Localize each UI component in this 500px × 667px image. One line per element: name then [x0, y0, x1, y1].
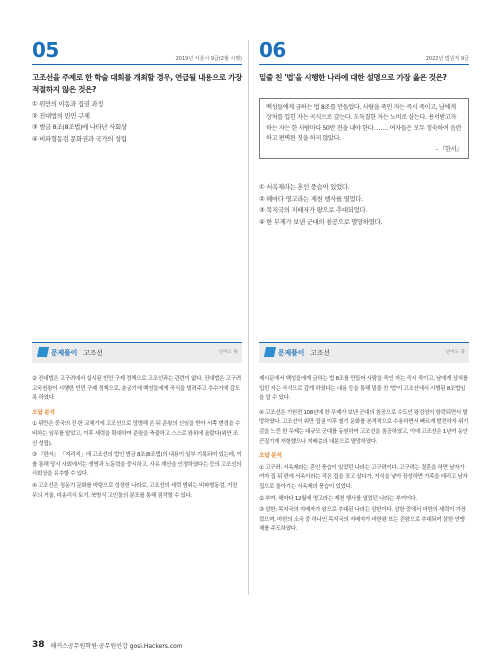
analysis-item: ③ 『한서』 「지리지」에 고조선의 법인 범금 8조(8조법)의 내용이 일부 기록되어 있는데, 이를 통해 당시 사회에서는 생명과 노동력을 중시하고, 사유 재산을 인정하였다는 등의 고조선의 사회상을 유추할 수 있다. [32, 452, 242, 478]
question-text: 밑줄 친 '법'을 시행한 나라에 대한 설명으로 가장 옳은 것은? [259, 73, 447, 82]
explanation-label: 문제풀이 [51, 349, 78, 357]
explanation-label: 문제풀이 [278, 349, 305, 357]
pencil-icon [37, 347, 49, 357]
option-2[interactable]: ② 진대법의 빈민 구제 [32, 111, 90, 120]
question-number: 05 [32, 38, 59, 62]
option-2[interactable]: ② 해마다 영고라는 제천 행사를 열었다. [259, 194, 363, 203]
analysis-title: 오답 분석 [32, 409, 55, 416]
answer-text: ② 진대법은 고구려에서 실시된 빈민 구제 정책으로 고조선과는 관련이 없다. 진대법은 고구려 고국천왕이 시행한 빈민 구제 정책으로, 춘궁기에 백성들에게 곡식을 빌려주고 추수기에 갚도록 하였다. [32, 376, 241, 402]
explanation-body [32, 375, 242, 503]
analysis-item: ① 위만은 중국의 진·한 교체기에 고조선으로 망명해 온 뒤 준왕의 신임을 받아 서쪽 변경을 수비하는 임무를 맡았고, 이후 세력을 확대하여 준왕을 축출하고 스스로 왕위에 올랐다(위만 조선 성립). [32, 421, 241, 447]
answer-text: ④ 고조선은 기원전 108년에 한 무제가 보낸 군대의 침공으로 수도인 왕검성이 함락되면서 멸망하였다. 고조선이 위만 집권 이후 철기 문화를 본격적으로 수용하면서 빠르게 발전하자 위기감을 느낀 한 무제는 대규모 군대를 동원하여 고조선을 침공하였고, 이에 고조선은 1년여 동안 끈질기게 저항했으나 지배층의 내분으로 멸망하였다. [259, 409, 469, 445]
option-1[interactable]: ① 위만의 이동과 집권 과정 [32, 100, 104, 108]
explanation-bar [259, 342, 469, 363]
explanation-bar [32, 342, 242, 363]
explanation-topic: 고조선 [83, 349, 103, 357]
analysis-title: 오답 분석 [259, 453, 282, 460]
source-box [259, 98, 469, 159]
page-number: 38 [32, 640, 45, 650]
analysis-item: ③ 삼한: 목지국의 지배자가 왕으로 추대된 나라는 삼한이다. 삼한 중에서 마한의 세력이 가장 컸으며, 마한의 소국 중 하나인 목지국의 지배자가 마한왕 또는 진왕으로 추대되어 삼한 연맹체를 주도하였다. [259, 507, 466, 533]
intro-text: 제시문에서 백성들에게 금하는 법 8조를 만들어 사람을 죽인 자는 즉시 죽이고, 남에게 상처를 입힌 자는 곡식으로 갚게 하였다는 내용 등을 통해 밑줄 친 '법'이 고조선에서 시행된 8조법임을 알 수 있다. [259, 376, 468, 402]
page-footer [32, 640, 183, 650]
explanation-topic: 고조선 [310, 349, 330, 357]
question-number: 06 [259, 38, 286, 62]
option-4[interactable]: ④ 한 무제가 보낸 군대의 침공으로 멸망하였다. [259, 217, 383, 226]
option-3[interactable]: ③ 범금 8조(8조법)에 나타난 사회상 [32, 123, 127, 131]
source-quote: 백성들에게 금하는 법 8조를 만들었다. 사람을 죽인 자는 즉시 죽이고, 남에게 상처를 입힌 자는 곡식으로 갚는다. 도둑질한 자는 노비로 삼는다. 용서받고자 하는 자는 한 사람마다 50만 전을 내야 한다. …… 여자들은 모두 정숙하여 음란하고 편벽된 짓을 하지 않았다. [266, 104, 462, 143]
question-source: 2019년 서울시 9급(2월 시행) [175, 56, 242, 62]
question-header [259, 38, 469, 65]
source-citation: - 『한서』 [435, 145, 462, 153]
analysis-item: ④ 고조선은 청동기 문화를 바탕으로 성장한 나라로, 고조선의 세력 범위는 비파형동검, 거친무늬 거울, 미송리식 토기, 북방식 고인돌의 분포를 통해 짐작할 수 있다. [32, 482, 238, 499]
pencil-icon [264, 347, 276, 357]
analysis-item: ① 고구려: 서옥제라는 혼인 풍습이 있었던 나라는 고구려이다. 고구려는 결혼을 하면 남자가 여자 집 뒤 편에 서옥이라는 작은 집을 짓고 살다가, 자식을 낳아 장성하면 가족을 데리고 남자 집으로 돌아가는 서옥제의 풍습이 있었다. [259, 464, 468, 490]
option-3[interactable]: ③ 목지국의 지배자가 왕으로 추대되었다. [259, 206, 368, 214]
option-1[interactable]: ① 서옥제라는 혼인 풍습이 있었다. [259, 183, 350, 191]
options-list [32, 99, 242, 145]
difficulty-badge: 난이도 하 [218, 350, 238, 355]
question-source: 2022년 법원직 9급 [425, 56, 469, 62]
footer-text: 해커스공무원학원·공무원인강 gosi.Hackers.com [50, 642, 183, 650]
column-divider [248, 40, 249, 595]
question-header [32, 38, 242, 65]
explanation-body [259, 375, 469, 537]
analysis-item: ② 부여: 해마다 12월에 영고라는 제천 행사를 열었던 나라는 부여이다. [259, 495, 418, 502]
difficulty-badge: 난이도 중 [445, 350, 465, 355]
question-text: 고조선을 주제로 한 학술 대회를 개최할 경우, 연급될 내용으로 가장 적절하지 않은 것은? [32, 73, 242, 94]
options-list [259, 182, 469, 228]
option-4[interactable]: ④ 비파형동검 문화권과 국가의 성립 [32, 134, 127, 143]
